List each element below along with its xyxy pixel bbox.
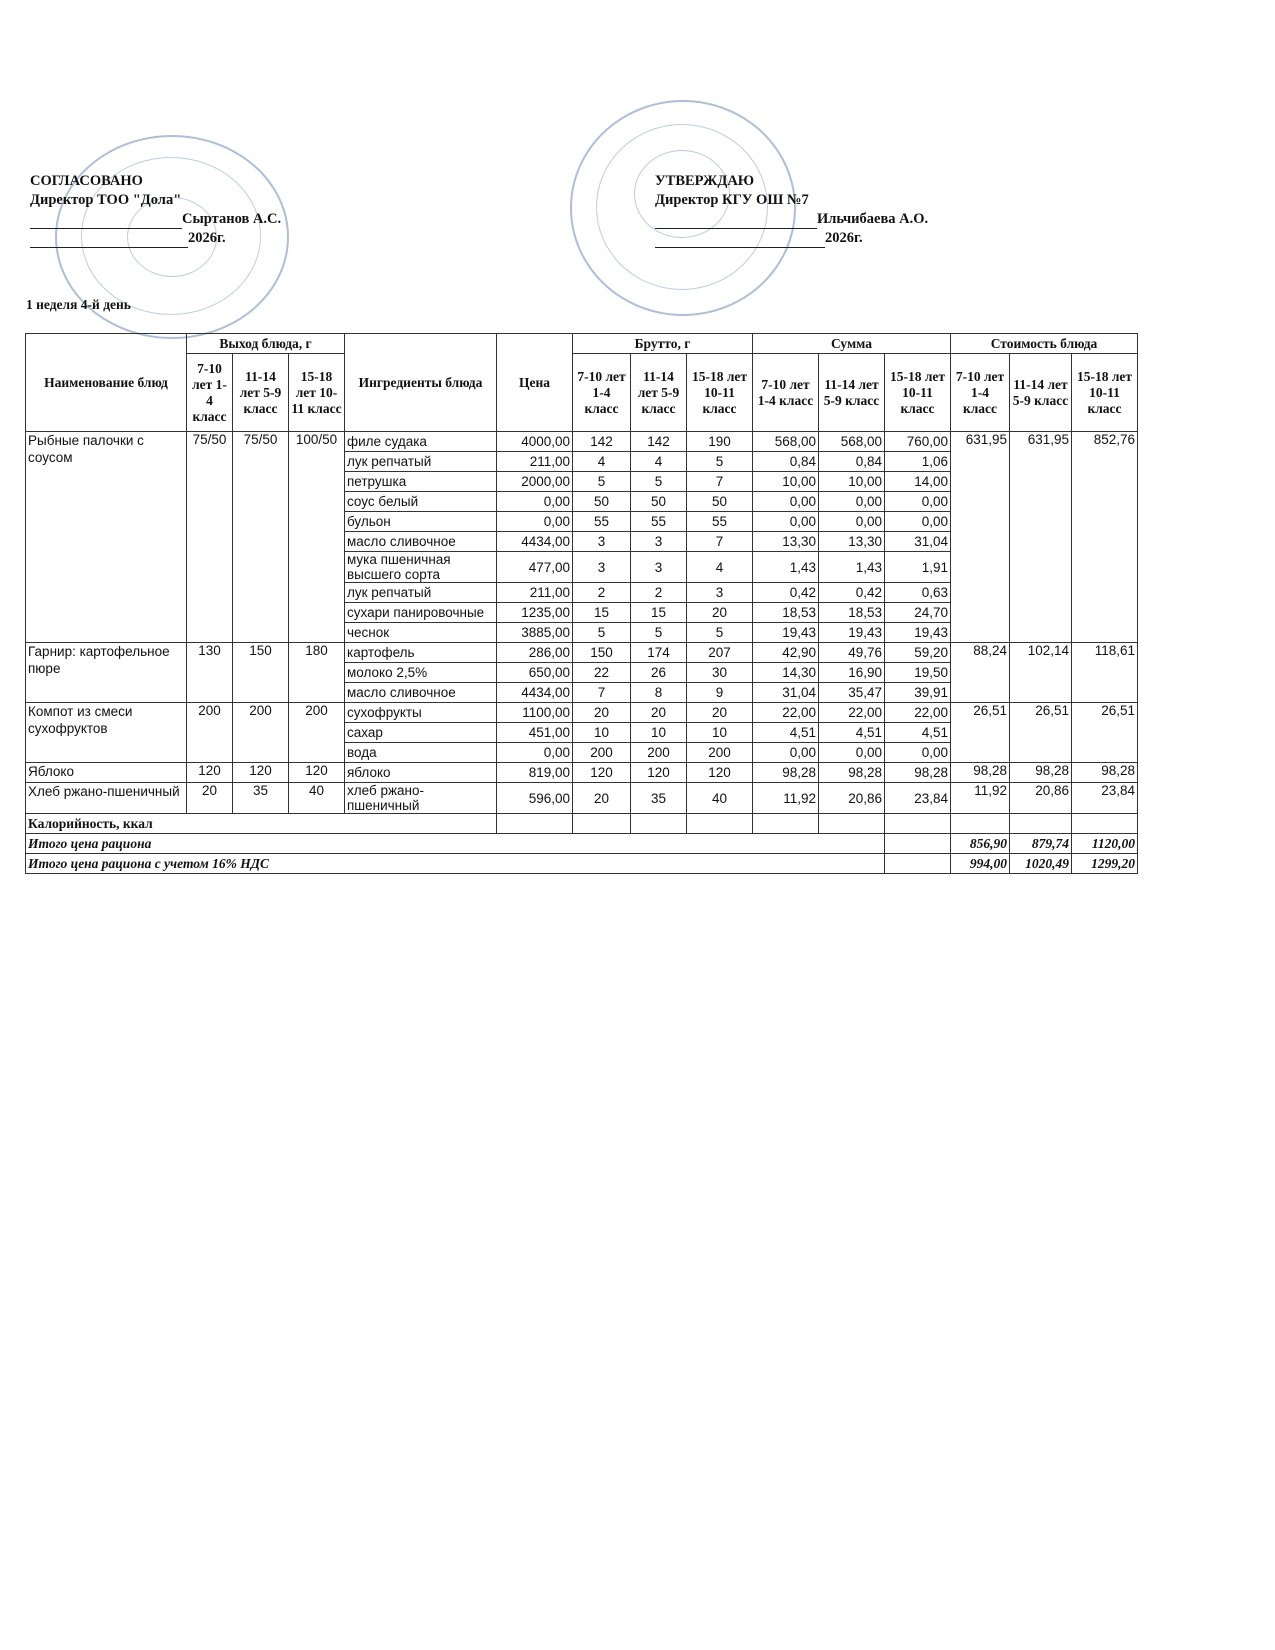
dish-yield: 100/50 xyxy=(289,432,345,643)
dish-yield: 120 xyxy=(187,763,233,783)
header-ingredients: Ингредиенты блюда xyxy=(345,334,497,432)
ingredient-price: 4000,00 xyxy=(497,432,573,452)
ingredient-brutto: 5 xyxy=(631,472,687,492)
table-row xyxy=(26,703,1138,723)
ingredient-brutto: 3 xyxy=(573,532,631,552)
ingredient-sum: 19,50 xyxy=(885,663,951,683)
dish-yield: 120 xyxy=(233,763,289,783)
ingredient-sum: 35,47 xyxy=(819,683,885,703)
left-approval-date: 2026г. xyxy=(188,230,226,246)
ingredient-brutto: 3 xyxy=(631,532,687,552)
ingredient-brutto: 7 xyxy=(687,532,753,552)
total-value: 879,74 xyxy=(1010,834,1072,854)
header-yield: Выход блюда, г xyxy=(187,334,345,354)
ingredient-brutto: 30 xyxy=(687,663,753,683)
dish-cost: 102,14 xyxy=(1010,643,1072,703)
dish-cost: 26,51 xyxy=(951,703,1010,763)
dish-yield: 200 xyxy=(187,703,233,763)
ingredient-name: картофель xyxy=(345,643,497,663)
ingredient-brutto: 5 xyxy=(573,472,631,492)
table-row xyxy=(26,432,1138,452)
dish-yield: 130 xyxy=(187,643,233,703)
ingredient-sum: 98,28 xyxy=(753,763,819,783)
ingredient-sum: 23,84 xyxy=(885,783,951,814)
ingredient-sum: 24,70 xyxy=(885,603,951,623)
ingredient-price: 3885,00 xyxy=(497,623,573,643)
ingredient-price: 0,00 xyxy=(497,743,573,763)
ingredient-sum: 0,00 xyxy=(885,492,951,512)
ingredient-brutto: 50 xyxy=(687,492,753,512)
ingredient-name: сахар xyxy=(345,723,497,743)
dish-yield: 40 xyxy=(289,783,345,814)
dish-yield: 150 xyxy=(233,643,289,703)
ingredient-brutto: 15 xyxy=(631,603,687,623)
ingredient-sum: 1,06 xyxy=(885,452,951,472)
ingredient-name: мука пшеничная высшего сорта xyxy=(345,552,497,583)
dish-cost: 26,51 xyxy=(1010,703,1072,763)
dish-cost: 20,86 xyxy=(1010,783,1072,814)
header-age-group: 15-18 лет 10-11 класс xyxy=(1072,354,1138,432)
ingredient-sum: 14,00 xyxy=(885,472,951,492)
header-age-group: 15-18 лет 10-11 класс xyxy=(289,354,345,432)
ingredient-name: масло сливочное xyxy=(345,683,497,703)
ingredient-name: молоко 2,5% xyxy=(345,663,497,683)
header-cost: Стоимость блюда xyxy=(951,334,1138,354)
ingredient-name: яблоко xyxy=(345,763,497,783)
ingredient-price: 1100,00 xyxy=(497,703,573,723)
ingredient-price: 0,00 xyxy=(497,512,573,532)
ingredient-sum: 98,28 xyxy=(819,763,885,783)
ingredient-sum: 0,00 xyxy=(753,492,819,512)
ingredient-brutto: 120 xyxy=(631,763,687,783)
left-signature-line xyxy=(30,210,330,229)
ingredient-sum: 1,91 xyxy=(885,552,951,583)
total-value: 856,90 xyxy=(951,834,1010,854)
ingredient-name: соус белый xyxy=(345,492,497,512)
table-cell xyxy=(1010,814,1072,834)
header-price: Цена xyxy=(497,334,573,432)
ingredient-price: 2000,00 xyxy=(497,472,573,492)
dish-cost: 11,92 xyxy=(951,783,1010,814)
ingredient-brutto: 190 xyxy=(687,432,753,452)
dish-yield: 200 xyxy=(233,703,289,763)
ingredient-brutto: 10 xyxy=(687,723,753,743)
header-age-group: 11-14 лет 5-9 класс xyxy=(1010,354,1072,432)
ingredient-brutto: 2 xyxy=(573,583,631,603)
ingredient-brutto: 5 xyxy=(631,623,687,643)
ingredient-brutto: 40 xyxy=(687,783,753,814)
ingredient-brutto: 174 xyxy=(631,643,687,663)
ingredient-name: лук репчатый xyxy=(345,452,497,472)
ingredient-name: лук репчатый xyxy=(345,583,497,603)
dish-cost: 118,61 xyxy=(1072,643,1138,703)
header-dish: Наименование блюд xyxy=(26,334,187,432)
ingredient-sum: 19,43 xyxy=(885,623,951,643)
dish-cost: 98,28 xyxy=(951,763,1010,783)
left-approval-block xyxy=(30,172,330,248)
ingredient-sum: 0,00 xyxy=(753,512,819,532)
ingredient-brutto: 9 xyxy=(687,683,753,703)
dish-yield: 20 xyxy=(187,783,233,814)
ingredient-price: 451,00 xyxy=(497,723,573,743)
header-sum: Сумма xyxy=(753,334,951,354)
ingredient-sum: 42,90 xyxy=(753,643,819,663)
dish-yield: 75/50 xyxy=(187,432,233,643)
header-age-group: 11-14 лет 5-9 класс xyxy=(631,354,687,432)
ingredient-brutto: 55 xyxy=(631,512,687,532)
ingredient-name: сухофрукты xyxy=(345,703,497,723)
table-cell xyxy=(885,834,951,854)
dish-cost: 98,28 xyxy=(1010,763,1072,783)
left-date-underline xyxy=(30,233,188,248)
ingredient-sum: 39,91 xyxy=(885,683,951,703)
ingredient-name: бульон xyxy=(345,512,497,532)
ingredient-brutto: 200 xyxy=(687,743,753,763)
left-approval-name: Сыртанов А.С. xyxy=(182,211,282,227)
ingredient-brutto: 35 xyxy=(631,783,687,814)
ingredient-brutto: 26 xyxy=(631,663,687,683)
dish-cost: 631,95 xyxy=(951,432,1010,643)
table-cell xyxy=(885,854,951,874)
right-approval-heading: УТВЕРЖДАЮ xyxy=(655,173,755,189)
ingredient-sum: 1,43 xyxy=(753,552,819,583)
ingredient-brutto: 10 xyxy=(631,723,687,743)
ingredient-price: 819,00 xyxy=(497,763,573,783)
ingredient-name: хлеб ржано-пшеничный xyxy=(345,783,497,814)
ingredient-sum: 1,43 xyxy=(819,552,885,583)
ingredient-price: 650,00 xyxy=(497,663,573,683)
menu-table xyxy=(25,333,1138,874)
header-age-group: 15-18 лет 10-11 класс xyxy=(687,354,753,432)
ingredient-brutto: 20 xyxy=(631,703,687,723)
ingredient-brutto: 15 xyxy=(573,603,631,623)
ingredient-brutto: 7 xyxy=(687,472,753,492)
total-vat-value: 1020,49 xyxy=(1010,854,1072,874)
ingredient-sum: 0,63 xyxy=(885,583,951,603)
ingredient-sum: 18,53 xyxy=(819,603,885,623)
menu-table-body xyxy=(26,432,1138,814)
dish-name: Гарнир: картофельное пюре xyxy=(26,643,187,703)
right-date-underline xyxy=(655,233,825,248)
ingredient-brutto: 2 xyxy=(631,583,687,603)
calories-row xyxy=(26,814,1138,834)
ingredient-price: 4434,00 xyxy=(497,532,573,552)
ingredient-sum: 14,30 xyxy=(753,663,819,683)
ingredient-name: масло сливочное xyxy=(345,532,497,552)
table-row xyxy=(26,643,1138,663)
ingredient-price: 0,00 xyxy=(497,492,573,512)
table-cell xyxy=(631,814,687,834)
ingredient-name: чеснок xyxy=(345,623,497,643)
ingredient-brutto: 142 xyxy=(573,432,631,452)
table-cell xyxy=(573,814,631,834)
header-age-group: 7-10 лет 1-4 класс xyxy=(187,354,233,432)
ingredient-sum: 0,00 xyxy=(819,512,885,532)
table-cell xyxy=(819,814,885,834)
ingredient-brutto: 142 xyxy=(631,432,687,452)
right-approval-name: Ильчибаева А.О. xyxy=(817,211,929,227)
ingredient-brutto: 20 xyxy=(573,703,631,723)
ingredient-brutto: 20 xyxy=(687,703,753,723)
right-date-line xyxy=(655,229,975,248)
ingredient-brutto: 5 xyxy=(573,623,631,643)
ingredient-price: 4434,00 xyxy=(497,683,573,703)
ingredient-sum: 22,00 xyxy=(753,703,819,723)
ingredient-brutto: 10 xyxy=(573,723,631,743)
left-date-line xyxy=(30,229,330,248)
ingredient-brutto: 3 xyxy=(631,552,687,583)
header-brutto: Брутто, г xyxy=(573,334,753,354)
header-age-group: 7-10 лет 1-4 класс xyxy=(951,354,1010,432)
ingredient-brutto: 4 xyxy=(631,452,687,472)
table-row xyxy=(26,783,1138,814)
table-cell xyxy=(687,814,753,834)
ingredient-sum: 10,00 xyxy=(819,472,885,492)
ingredient-sum: 0,00 xyxy=(819,492,885,512)
ingredient-sum: 31,04 xyxy=(885,532,951,552)
ingredient-sum: 4,51 xyxy=(819,723,885,743)
right-signature-line xyxy=(655,210,975,229)
ingredient-sum: 59,20 xyxy=(885,643,951,663)
ingredient-sum: 0,00 xyxy=(819,743,885,763)
ingredient-sum: 22,00 xyxy=(819,703,885,723)
right-approval-position: Директор КГУ ОШ №7 xyxy=(655,192,809,208)
ingredient-brutto: 55 xyxy=(687,512,753,532)
right-approval-date: 2026г. xyxy=(825,230,863,246)
ingredient-sum: 568,00 xyxy=(819,432,885,452)
ingredient-sum: 19,43 xyxy=(819,623,885,643)
ingredient-name: филе судака xyxy=(345,432,497,452)
dish-cost: 852,76 xyxy=(1072,432,1138,643)
ingredient-sum: 760,00 xyxy=(885,432,951,452)
table-cell xyxy=(497,814,573,834)
dish-cost: 26,51 xyxy=(1072,703,1138,763)
dish-name: Хлеб ржано-пшеничный xyxy=(26,783,187,814)
header-age-group: 11-14 лет 5-9 класс xyxy=(819,354,885,432)
header-age-group: 15-18 лет 10-11 класс xyxy=(885,354,951,432)
dish-yield: 35 xyxy=(233,783,289,814)
ingredient-sum: 0,84 xyxy=(753,452,819,472)
ingredient-sum: 13,30 xyxy=(753,532,819,552)
ingredient-name: сухари панировочные xyxy=(345,603,497,623)
ingredient-sum: 4,51 xyxy=(753,723,819,743)
left-approval-heading: СОГЛАСОВАНО xyxy=(30,173,143,189)
table-cell xyxy=(885,814,951,834)
ingredient-name: петрушка xyxy=(345,472,497,492)
ingredient-sum: 98,28 xyxy=(885,763,951,783)
table-cell xyxy=(1072,814,1138,834)
dish-cost: 631,95 xyxy=(1010,432,1072,643)
dish-name: Компот из смеси сухофруктов xyxy=(26,703,187,763)
total-value: 1120,00 xyxy=(1072,834,1138,854)
ingredient-sum: 0,00 xyxy=(753,743,819,763)
ingredient-sum: 31,04 xyxy=(753,683,819,703)
dish-yield: 120 xyxy=(289,763,345,783)
ingredient-name: вода xyxy=(345,743,497,763)
ingredient-brutto: 50 xyxy=(573,492,631,512)
ingredient-brutto: 8 xyxy=(631,683,687,703)
table-cell xyxy=(951,814,1010,834)
ingredient-sum: 4,51 xyxy=(885,723,951,743)
total-vat-label: Итого цена рациона с учетом 16% НДС xyxy=(26,854,885,874)
ingredient-sum: 0,42 xyxy=(819,583,885,603)
dish-cost: 98,28 xyxy=(1072,763,1138,783)
total-label: Итого цена рациона xyxy=(26,834,885,854)
ingredient-price: 1235,00 xyxy=(497,603,573,623)
ingredient-sum: 13,30 xyxy=(819,532,885,552)
ingredient-price: 477,00 xyxy=(497,552,573,583)
total-row xyxy=(26,834,1138,854)
dish-yield: 75/50 xyxy=(233,432,289,643)
ingredient-sum: 16,90 xyxy=(819,663,885,683)
ingredient-brutto: 207 xyxy=(687,643,753,663)
ingredient-price: 286,00 xyxy=(497,643,573,663)
ingredient-sum: 0,84 xyxy=(819,452,885,472)
right-approval-block xyxy=(655,172,975,248)
total-vat-value: 1299,20 xyxy=(1072,854,1138,874)
ingredient-price: 211,00 xyxy=(497,452,573,472)
dish-name: Рыбные палочки с соусом xyxy=(26,432,187,643)
ingredient-sum: 10,00 xyxy=(753,472,819,492)
table-row xyxy=(26,763,1138,783)
ingredient-brutto: 20 xyxy=(573,783,631,814)
ingredient-brutto: 55 xyxy=(573,512,631,532)
total-vat-row xyxy=(26,854,1138,874)
ingredient-brutto: 3 xyxy=(687,583,753,603)
dish-yield: 200 xyxy=(289,703,345,763)
header-age-group: 7-10 лет 1-4 класс xyxy=(573,354,631,432)
dish-cost: 88,24 xyxy=(951,643,1010,703)
dish-name: Яблоко xyxy=(26,763,187,783)
ingredient-price: 211,00 xyxy=(497,583,573,603)
ingredient-brutto: 120 xyxy=(687,763,753,783)
header-age-group: 7-10 лет 1-4 класс xyxy=(753,354,819,432)
total-vat-value: 994,00 xyxy=(951,854,1010,874)
ingredient-sum: 568,00 xyxy=(753,432,819,452)
calories-label: Калорийность, ккал xyxy=(26,814,497,834)
ingredient-brutto: 120 xyxy=(573,763,631,783)
ingredient-sum: 0,00 xyxy=(885,512,951,532)
dish-cost: 23,84 xyxy=(1072,783,1138,814)
ingredient-brutto: 4 xyxy=(687,552,753,583)
right-signature-underline xyxy=(655,214,817,229)
ingredient-sum: 11,92 xyxy=(753,783,819,814)
ingredient-sum: 18,53 xyxy=(753,603,819,623)
dish-yield: 180 xyxy=(289,643,345,703)
ingredient-brutto: 5 xyxy=(687,452,753,472)
ingredient-sum: 22,00 xyxy=(885,703,951,723)
ingredient-sum: 0,42 xyxy=(753,583,819,603)
ingredient-brutto: 22 xyxy=(573,663,631,683)
ingredient-price: 596,00 xyxy=(497,783,573,814)
table-cell xyxy=(753,814,819,834)
week-day-label: 1 неделя 4-й день xyxy=(26,297,131,312)
ingredient-sum: 49,76 xyxy=(819,643,885,663)
ingredient-brutto: 200 xyxy=(631,743,687,763)
ingredient-brutto: 50 xyxy=(631,492,687,512)
ingredient-brutto: 3 xyxy=(573,552,631,583)
ingredient-brutto: 4 xyxy=(573,452,631,472)
ingredient-sum: 0,00 xyxy=(885,743,951,763)
left-signature-underline xyxy=(30,214,182,229)
ingredient-brutto: 7 xyxy=(573,683,631,703)
ingredient-sum: 19,43 xyxy=(753,623,819,643)
ingredient-brutto: 150 xyxy=(573,643,631,663)
ingredient-sum: 20,86 xyxy=(819,783,885,814)
ingredient-brutto: 20 xyxy=(687,603,753,623)
ingredient-brutto: 200 xyxy=(573,743,631,763)
ingredient-brutto: 5 xyxy=(687,623,753,643)
header-age-group: 11-14 лет 5-9 класс xyxy=(233,354,289,432)
left-approval-position: Директор ТОО "Дола" xyxy=(30,192,182,208)
